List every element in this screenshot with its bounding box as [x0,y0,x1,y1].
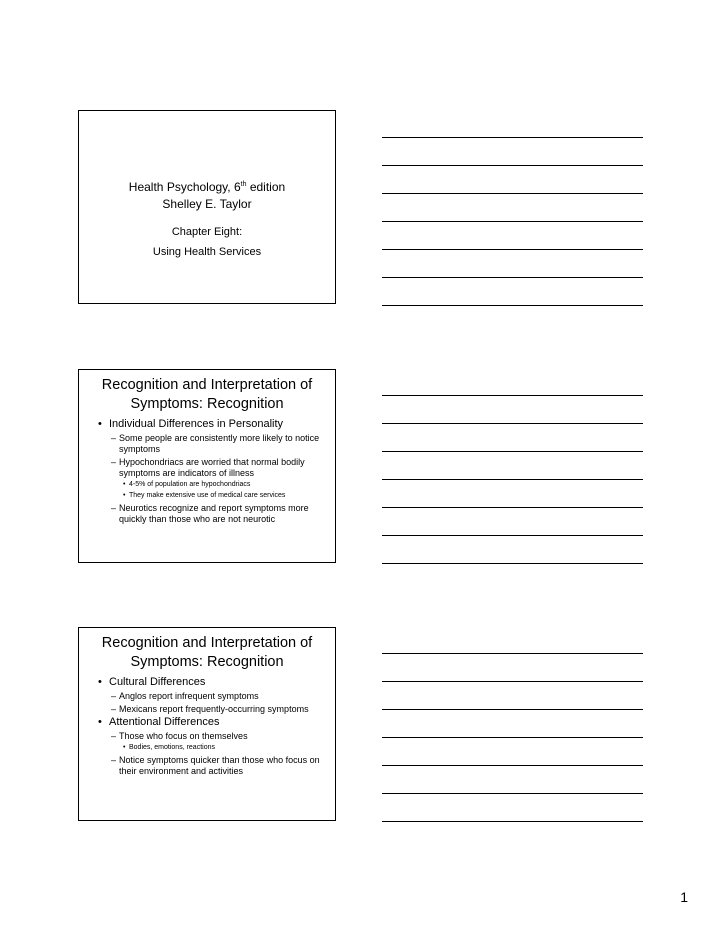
note-line [382,423,643,424]
title-superscript: th [240,181,247,188]
sub-bullet: – Some people are consistently more likely to notice symptoms [79,433,335,455]
sub-bullet: – Neurotics recognize and report symptoms more quickly than those who are not neurotic [79,503,335,525]
note-line [382,709,643,710]
bullet: • Individual Differences in Personality [79,418,335,431]
note-line [382,165,643,166]
note-line [382,653,643,654]
note-line [382,821,643,822]
note-line [382,193,643,194]
note-line [382,137,643,138]
sub-bullet: – Hypochondriacs are worried that normal bodily symptoms are indicators of illness [79,457,335,479]
slide-1-chapter-title: Using Health Services [152,246,262,258]
note-line [382,737,643,738]
note-line [382,277,643,278]
slide-2-title: Recognition and Interpretation of Symptoms: Recognition [101,377,313,412]
slide-2 [78,369,336,563]
page-number: 1 [680,889,688,905]
note-line [382,395,643,396]
slide-1-subtitle [79,223,335,263]
slide-3 [78,627,336,821]
slide-1-title [79,179,335,213]
slide-1-author: Shelley E. Taylor [162,197,252,211]
bullet: • Cultural Differences [79,676,335,689]
note-line [382,479,643,480]
slide-2-bullets [79,418,335,525]
note-line [382,305,643,306]
slide-1-chapter: Chapter Eight: [171,226,243,238]
title-text: Health Psychology, 6 [128,180,241,194]
note-line [382,793,643,794]
note-line [382,221,643,222]
sub-bullet: – Those who focus on themselves [79,731,335,742]
note-line [382,765,643,766]
sub-sub-bullet: • Bodies, emotions, reactions [79,743,335,753]
note-line [382,507,643,508]
title-text-end: edition [246,180,286,194]
sub-sub-bullet: • 4-5% of population are hypochondriacs [79,480,335,490]
slide-3-title: Recognition and Interpretation of Symptoms: Recognition [101,635,313,670]
bullet: • Attentional Differences [79,716,335,729]
sub-bullet: – Anglos report infrequent symptoms [79,691,335,702]
slide-3-bullets [79,676,335,777]
slide-1-title-line-1 [79,179,335,196]
note-line [382,681,643,682]
slide-1 [78,110,336,304]
note-line [382,451,643,452]
note-line [382,535,643,536]
sub-bullet: – Mexicans report frequently-occurring symptoms [79,704,335,715]
sub-sub-bullet: • They make extensive use of medical care services [79,491,335,501]
note-line [382,563,643,564]
note-line [382,249,643,250]
sub-bullet: – Notice symptoms quicker than those who focus on their environment and activities [79,755,335,777]
